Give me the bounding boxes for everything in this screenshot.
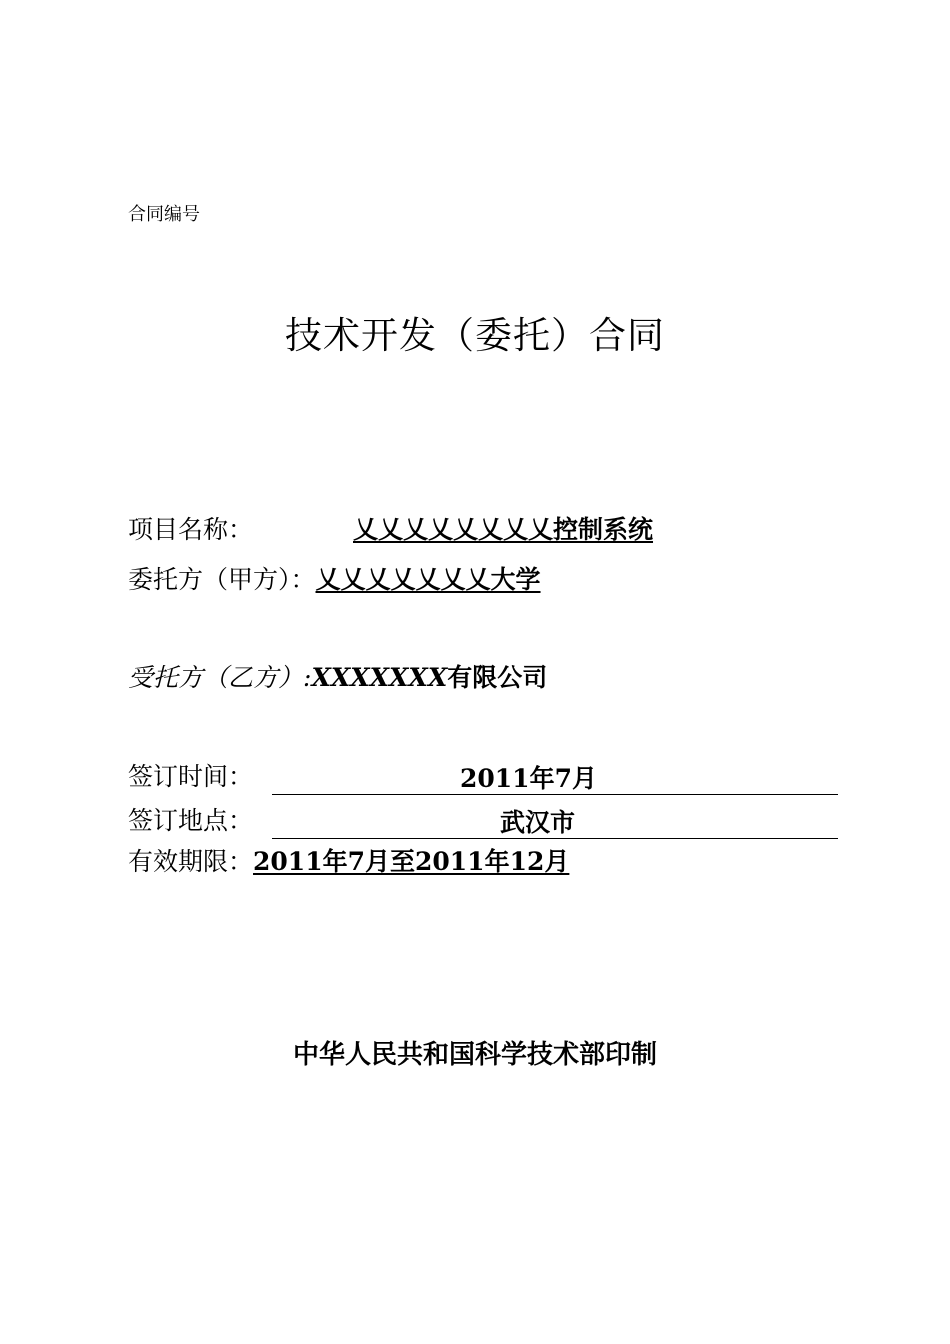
- project-name-label: 项目名称：: [128, 515, 254, 544]
- signing-place-label: 签订地点：: [128, 806, 254, 835]
- signing-place-field: [272, 804, 838, 839]
- party-b-label: 受托方（乙方）:: [128, 663, 312, 692]
- signing-place-value: 武汉市: [500, 808, 576, 837]
- party-a-value: 乂乂乂乂乂乂乂大学: [315, 565, 541, 594]
- signing-time-label: 签订时间：: [128, 762, 254, 791]
- signing-time-row: [128, 760, 597, 794]
- validity-label: 有效期限：: [128, 847, 254, 876]
- party-b-row: [128, 661, 547, 695]
- signing-place-row: [128, 804, 576, 838]
- signing-time-field: [272, 760, 838, 795]
- project-name-row: [128, 513, 654, 547]
- party-a-label: 委托方（甲方）：: [128, 565, 316, 594]
- party-b-company-suffix: 有限公司: [447, 663, 548, 692]
- printed-by-footer: 中华人民共和国科学技术部印制: [292, 1040, 657, 1070]
- signing-time-value: 2011年7月: [460, 764, 597, 793]
- document-title: 技术开发（委托）合同: [285, 314, 665, 357]
- contract-number-label: 合同编号: [128, 204, 200, 225]
- validity-row: [128, 845, 569, 879]
- project-name-value: 乂乂乂乂乂乂乂乂控制系统: [353, 515, 654, 544]
- validity-value: 2011年7月至2011年12月: [253, 847, 570, 876]
- party-b-placeholder: XXXXXXX: [311, 663, 448, 692]
- party-a-row: [128, 563, 541, 597]
